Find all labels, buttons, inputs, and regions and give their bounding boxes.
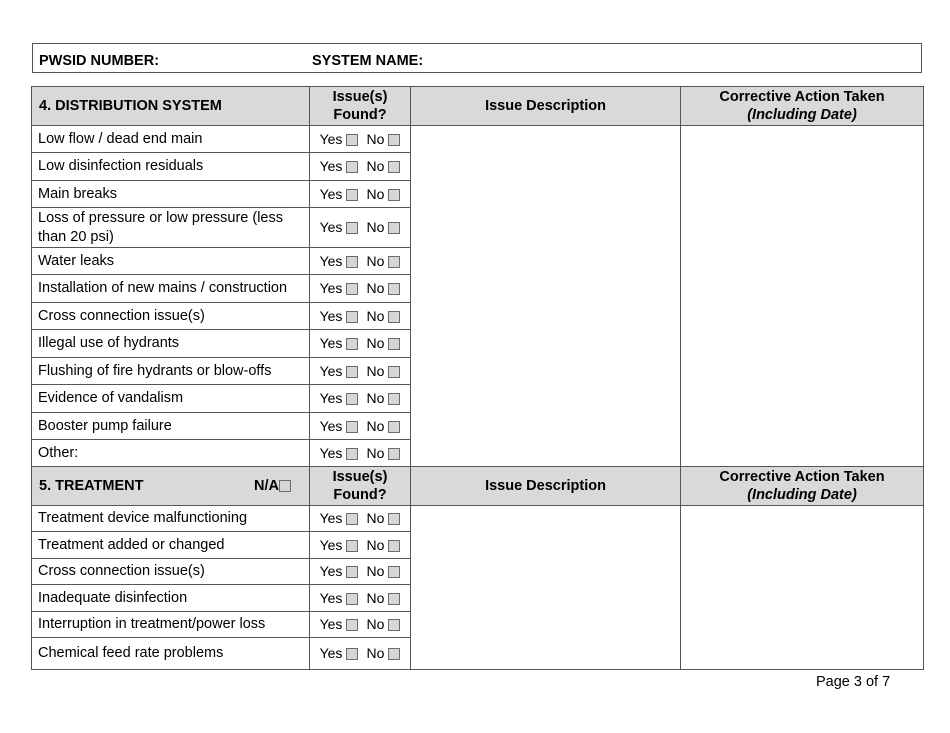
issue-found-options xyxy=(310,153,411,181)
yes-label: Yes xyxy=(319,589,343,606)
yes-checkbox[interactable] xyxy=(346,566,358,578)
row-item-label: Chemical feed rate problems xyxy=(32,638,310,670)
no-checkbox[interactable] xyxy=(388,338,400,350)
no-label: No xyxy=(366,158,385,174)
yes-label: Yes xyxy=(319,510,343,526)
issue-description-field[interactable] xyxy=(411,126,681,468)
row-item-label: Booster pump failure xyxy=(32,413,310,440)
row-item-label: Treatment device malfunctioning xyxy=(32,506,310,532)
yes-label: Yes xyxy=(319,280,343,296)
issue-found-options xyxy=(310,248,411,275)
row-item-label: Evidence of vandalism xyxy=(32,385,310,413)
issues-found-header: Issue(s) Found? xyxy=(310,467,411,506)
row-item-label: Water leaks xyxy=(32,248,310,275)
no-checkbox[interactable] xyxy=(388,619,400,631)
section-5-title-cell xyxy=(32,467,310,506)
no-label: No xyxy=(366,252,385,269)
yes-checkbox[interactable] xyxy=(346,161,358,173)
issue-found-options xyxy=(310,506,411,532)
yes-label: Yes xyxy=(319,219,343,235)
issues-found-header: Issue(s) Found? xyxy=(310,87,411,126)
yes-checkbox[interactable] xyxy=(346,338,358,350)
issue-description-header: Issue Description xyxy=(411,87,681,126)
row-item-label: Low disinfection residuals xyxy=(32,153,310,181)
system-name-label: SYSTEM NAME: xyxy=(312,53,424,69)
yes-label: Yes xyxy=(319,307,343,324)
row-item-label: Flushing of fire hydrants or blow-offs xyxy=(32,358,310,385)
issue-found-options xyxy=(310,440,411,468)
issue-found-options xyxy=(310,330,411,358)
yes-checkbox[interactable] xyxy=(346,283,358,295)
yes-checkbox[interactable] xyxy=(346,134,358,146)
issue-found-options xyxy=(310,126,411,153)
no-checkbox[interactable] xyxy=(388,540,400,552)
na-checkbox[interactable] xyxy=(279,480,291,492)
yes-checkbox[interactable] xyxy=(346,421,358,433)
yes-label: Yes xyxy=(319,616,343,632)
yes-label: Yes xyxy=(319,252,343,269)
no-checkbox[interactable] xyxy=(388,134,400,146)
corrective-action-header: Corrective Action Taken (Including Date) xyxy=(681,87,924,126)
table-row xyxy=(32,126,924,153)
yes-checkbox[interactable] xyxy=(346,513,358,525)
no-label: No xyxy=(366,563,385,579)
no-label: No xyxy=(366,616,385,632)
no-label: No xyxy=(366,335,385,351)
table-row xyxy=(32,506,924,532)
row-item-label: Low flow / dead end main xyxy=(32,126,310,153)
issue-found-options xyxy=(310,208,411,248)
issue-description-field[interactable] xyxy=(411,506,681,670)
yes-label: Yes xyxy=(319,536,343,553)
issue-found-options xyxy=(310,532,411,559)
issue-found-options xyxy=(310,275,411,303)
yes-label: Yes xyxy=(319,390,343,406)
section-4-title: 4. DISTRIBUTION SYSTEM xyxy=(32,87,310,126)
yes-checkbox[interactable] xyxy=(346,393,358,405)
issue-found-options xyxy=(310,385,411,413)
corrective-action-field[interactable] xyxy=(681,126,924,468)
yes-checkbox[interactable] xyxy=(346,648,358,660)
yes-checkbox[interactable] xyxy=(346,311,358,323)
row-item-label: Cross connection issue(s) xyxy=(32,559,310,585)
yes-label: Yes xyxy=(319,185,343,202)
no-label: No xyxy=(366,185,385,202)
no-checkbox[interactable] xyxy=(388,256,400,268)
yes-checkbox[interactable] xyxy=(346,189,358,201)
row-item-label: Installation of new mains / construction xyxy=(32,275,310,303)
no-checkbox[interactable] xyxy=(388,311,400,323)
row-item-label: Illegal use of hydrants xyxy=(32,330,310,358)
row-item-label: Inadequate disinfection xyxy=(32,585,310,612)
issue-found-options xyxy=(310,638,411,670)
no-label: No xyxy=(366,307,385,324)
no-label: No xyxy=(366,536,385,553)
issue-found-options xyxy=(310,585,411,612)
yes-checkbox[interactable] xyxy=(346,222,358,234)
no-checkbox[interactable] xyxy=(388,161,400,173)
yes-checkbox[interactable] xyxy=(346,366,358,378)
no-label: No xyxy=(366,417,385,434)
section-5-title: 5. TREATMENT xyxy=(39,478,144,494)
treatment-table xyxy=(31,466,924,670)
page-number: Page 3 of 7 xyxy=(816,674,891,690)
yes-checkbox[interactable] xyxy=(346,256,358,268)
no-label: No xyxy=(366,589,385,606)
no-label: No xyxy=(366,390,385,406)
pwsid-label: PWSID NUMBER: xyxy=(39,53,160,69)
yes-label: Yes xyxy=(319,335,343,351)
no-label: No xyxy=(366,130,385,147)
row-item-label: Cross connection issue(s) xyxy=(32,303,310,330)
no-label: No xyxy=(366,645,385,661)
row-item-label: Other: xyxy=(32,440,310,468)
distribution-system-table xyxy=(31,86,924,468)
no-label: No xyxy=(366,280,385,296)
issue-found-options xyxy=(310,612,411,638)
no-checkbox[interactable] xyxy=(388,189,400,201)
yes-label: Yes xyxy=(319,563,343,579)
yes-checkbox[interactable] xyxy=(346,593,358,605)
no-checkbox[interactable] xyxy=(388,222,400,234)
yes-label: Yes xyxy=(319,130,343,147)
yes-checkbox[interactable] xyxy=(346,448,358,460)
yes-label: Yes xyxy=(319,645,343,661)
no-checkbox[interactable] xyxy=(388,393,400,405)
issue-found-options xyxy=(310,303,411,330)
row-item-label: Treatment added or changed xyxy=(32,532,310,559)
no-checkbox[interactable] xyxy=(388,366,400,378)
issue-found-options xyxy=(310,413,411,440)
yes-label: Yes xyxy=(319,158,343,174)
na-option xyxy=(254,478,291,494)
row-item-label: Loss of pressure or low pressure (less than 20 psi) xyxy=(32,208,310,248)
yes-checkbox[interactable] xyxy=(346,619,358,631)
na-label: N/A xyxy=(254,478,279,494)
no-checkbox[interactable] xyxy=(388,513,400,525)
corrective-action-field[interactable] xyxy=(681,506,924,670)
no-checkbox[interactable] xyxy=(388,648,400,660)
issue-found-options xyxy=(310,358,411,385)
yes-label: Yes xyxy=(319,417,343,434)
no-label: No xyxy=(366,219,385,235)
issue-found-options xyxy=(310,559,411,585)
no-label: No xyxy=(366,445,385,461)
issue-found-options xyxy=(310,181,411,208)
no-label: No xyxy=(366,510,385,526)
corrective-action-header: Corrective Action Taken (Including Date) xyxy=(681,467,924,506)
system-header-box xyxy=(32,43,922,73)
no-checkbox[interactable] xyxy=(388,448,400,460)
yes-label: Yes xyxy=(319,445,343,461)
row-item-label: Main breaks xyxy=(32,181,310,208)
no-checkbox[interactable] xyxy=(388,593,400,605)
yes-label: Yes xyxy=(319,362,343,379)
yes-checkbox[interactable] xyxy=(346,540,358,552)
row-item-label: Interruption in treatment/power loss xyxy=(32,612,310,638)
no-label: No xyxy=(366,362,385,379)
no-checkbox[interactable] xyxy=(388,566,400,578)
no-checkbox[interactable] xyxy=(388,421,400,433)
issue-description-header: Issue Description xyxy=(411,467,681,506)
no-checkbox[interactable] xyxy=(388,283,400,295)
